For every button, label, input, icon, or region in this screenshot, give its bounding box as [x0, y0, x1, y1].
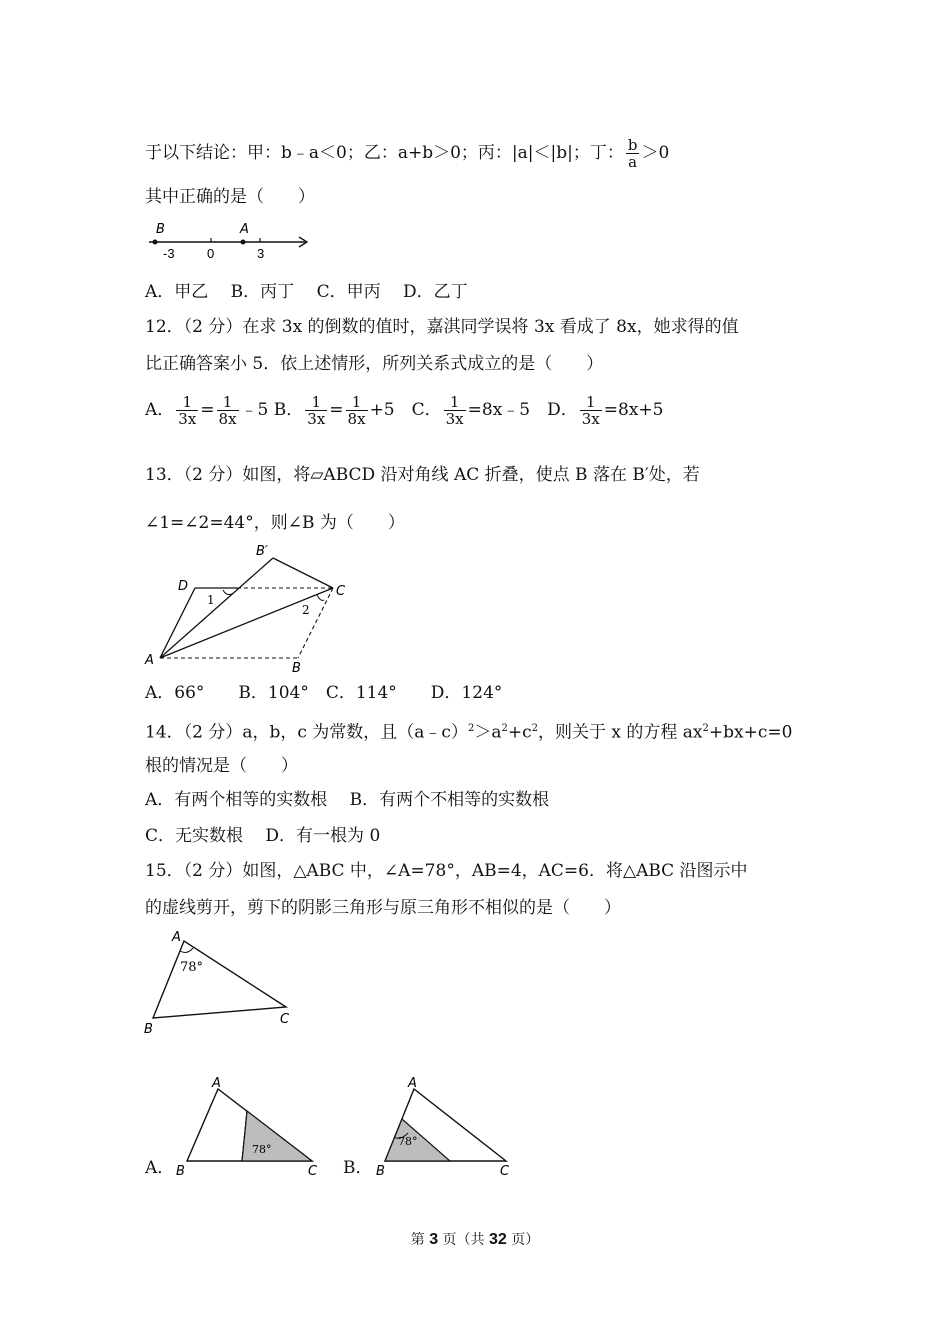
page-footer — [0, 1229, 950, 1249]
option-a-figure — [172, 1073, 332, 1183]
q12-options — [145, 394, 663, 427]
footer-text: 第 — [410, 1232, 430, 1248]
label-b: B — [144, 1022, 153, 1037]
footer-text: 页） — [506, 1232, 540, 1248]
q15-opt-b-label: B． — [343, 1158, 373, 1178]
q12-opt-b-tail: +5 C． — [369, 400, 442, 420]
exponent: 2 — [702, 723, 709, 734]
q14-line2: 根的情况是（ ） — [145, 756, 298, 776]
eq: = — [200, 400, 215, 420]
tick-0: 0 — [207, 246, 215, 261]
frac-num: 1 — [217, 394, 239, 411]
label-c: C — [336, 584, 346, 599]
q11-fraction — [626, 137, 640, 170]
tick-minus3: -3 — [163, 246, 175, 261]
q14-text: +c — [507, 722, 532, 743]
parallelogram-fold-figure — [140, 540, 360, 675]
tick-3: 3 — [257, 246, 265, 261]
q12-opt-a-label: A． — [145, 400, 175, 420]
number-line-figure — [145, 220, 315, 262]
label-a: A — [145, 653, 154, 668]
frac — [346, 394, 368, 427]
option-b-figure — [372, 1073, 532, 1183]
frac — [305, 394, 327, 427]
q12-line2: 比正确答案小 5．依上述情形，所列关系式成立的是（ ） — [145, 354, 604, 374]
frac-den: a — [628, 153, 638, 171]
q12-line1: 12．（2 分）在求 3x 的倒数的值时，嘉淇同学误将 3x 看成了 8x，她求得的值 — [145, 317, 739, 337]
frac — [444, 394, 466, 427]
label-a: A — [172, 930, 181, 945]
frac-num: 1 — [305, 394, 327, 411]
q13-options: A．66° B．104° C．114° D．124° — [145, 683, 503, 703]
label-b: B — [376, 1164, 385, 1179]
angle-78-label: 78° — [180, 960, 204, 975]
label-a: A — [212, 1076, 221, 1091]
frac-den: 8x — [218, 410, 237, 428]
frac-den: 3x — [307, 410, 326, 428]
label-b: B — [176, 1164, 185, 1179]
angle-78-label: 78° — [252, 1143, 272, 1156]
angle-78-label: 78° — [398, 1135, 418, 1148]
page-number: 3 — [429, 1231, 439, 1248]
frac-den: 3x — [178, 410, 197, 428]
q14-options-cd: C．无实数根 D．有一根为 0 — [145, 826, 381, 846]
q14-options-ab: A．有两个相等的实数根 B．有两个不相等的实数根 — [145, 790, 550, 810]
footer-text: 页（共 — [438, 1232, 489, 1248]
eq: = — [329, 400, 344, 420]
q14-text: 14．（2 分）a，b，c 为常数，且（a﹣c） — [145, 722, 468, 743]
label-c: C — [500, 1164, 510, 1179]
frac-num: 1 — [176, 394, 198, 411]
label-d: D — [178, 579, 189, 594]
frac — [580, 394, 602, 427]
exponent: 2 — [467, 723, 475, 734]
q11-ask: 其中正确的是（ ） — [145, 187, 315, 207]
label-a: A — [408, 1076, 417, 1091]
frac-den: 3x — [445, 410, 464, 428]
page-total: 32 — [489, 1231, 507, 1248]
q15-opt-a-label: A． — [145, 1158, 175, 1178]
q14-line1 — [145, 718, 792, 744]
q15-line1: 15．（2 分）如图，△ABC 中，∠A=78°，AB=4，AC=6．将△ABC 沿图示中 — [145, 861, 748, 881]
frac-num: 1 — [444, 394, 466, 411]
q13-line1: 13．（2 分）如图，将▱ABCD 沿对角线 AC 折叠，使点 B 落在 B′处，若 — [145, 465, 700, 485]
q11-tail: ＞0 — [641, 143, 670, 163]
q12-opt-d-tail: =8x+5 — [603, 400, 664, 420]
q15-line2: 的虚线剪开，剪下的阴影三角形与原三角形不相似的是（ ） — [145, 898, 621, 918]
q11-stem — [145, 137, 669, 170]
q12-opt-c-tail: =8x﹣5 D． — [467, 400, 578, 420]
frac — [176, 394, 198, 427]
label-b: B — [292, 661, 301, 675]
frac — [217, 394, 239, 427]
q11-options: A．甲乙 B．丙丁 C．甲丙 D．乙丁 — [145, 282, 468, 302]
q14-text: ＞a — [474, 722, 502, 743]
q14-text: +bx+c=0 — [708, 722, 793, 743]
label-b-prime: B′ — [256, 544, 268, 559]
triangle-abc-figure — [140, 925, 305, 1040]
frac-num: 1 — [346, 394, 368, 411]
exponent: 2 — [501, 723, 508, 734]
frac-den: 3x — [581, 410, 600, 428]
q12-opt-a-tail: ﹣5 B． — [240, 400, 304, 420]
exponent: 2 — [531, 723, 538, 734]
label-c: C — [308, 1164, 318, 1179]
angle-2-label: 2 — [302, 603, 310, 617]
frac-num: 1 — [580, 394, 602, 411]
point-a-label: A — [240, 222, 249, 237]
q13-line2: ∠1=∠2=44°，则∠B 为（ ） — [145, 513, 405, 533]
frac-num: b — [627, 136, 638, 154]
q11-stem-text: 于以下结论：甲：b﹣a＜0；乙：a+b＞0；丙：|a|＜|b|；丁： — [145, 143, 624, 163]
frac-den: 8x — [347, 410, 366, 428]
label-c: C — [280, 1012, 290, 1027]
point-b-label: B — [156, 222, 165, 237]
q14-text: ，则关于 x 的方程 ax — [537, 722, 703, 743]
angle-1-label: 1 — [207, 593, 215, 607]
